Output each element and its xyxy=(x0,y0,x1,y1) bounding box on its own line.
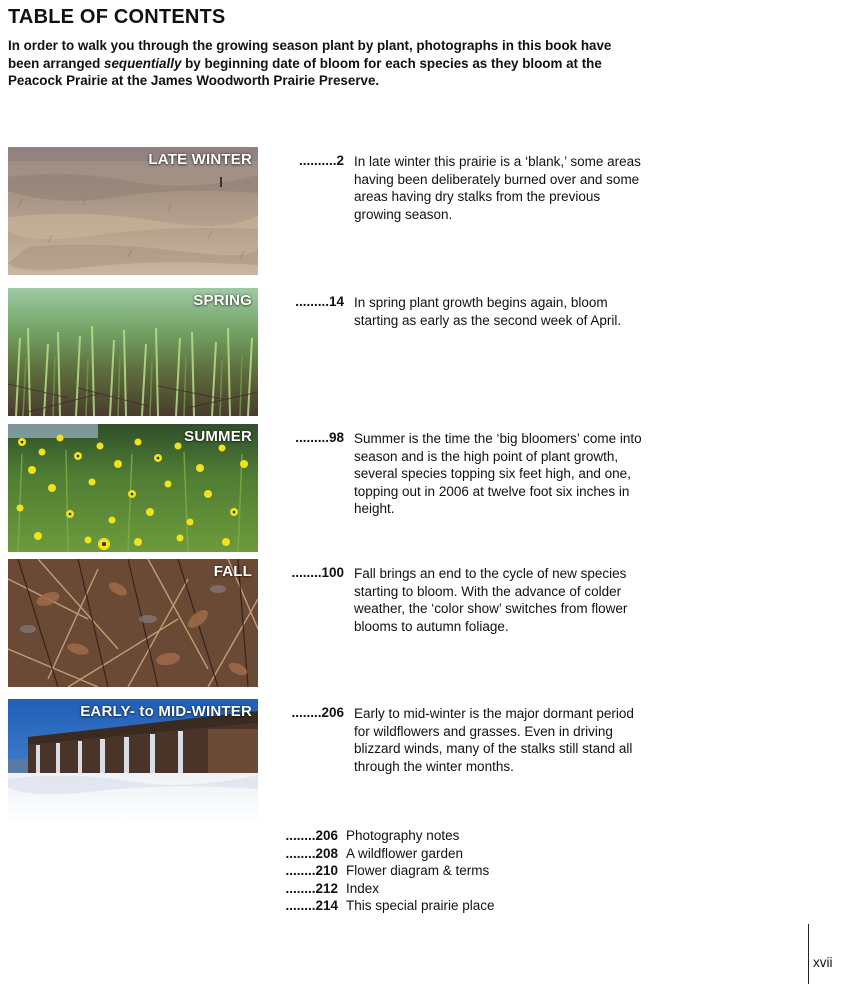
season-entry-fall[interactable] xyxy=(8,559,648,687)
summer-description: Summer is the time the ‘big bloomers’ come into season and is the high point of plant growth, several species topping six feet high, and one, topping out in 2006 at twelve foot six inches in height. xyxy=(354,431,642,516)
toc-entry-index[interactable] xyxy=(256,881,656,898)
intro-text-start: In order to walk you through the growing season plant by plant, photographs in this book have been arranged xyxy=(8,38,612,71)
spring-label: SPRING xyxy=(193,292,252,309)
page-title: TABLE OF CONTENTS xyxy=(8,6,226,28)
toc-entry-flower-diagram[interactable] xyxy=(256,863,656,880)
fall-label: FALL xyxy=(213,563,252,580)
season-entry-late-winter[interactable] xyxy=(8,147,648,275)
spring-description: In spring plant growth begins again, bloom starting as early as the second week of April. xyxy=(354,295,622,328)
late-winter-page-number: ..........2 xyxy=(298,153,344,168)
toc-page-number: ........206 xyxy=(285,828,338,843)
page-number-rule xyxy=(808,924,809,984)
toc-entry-title: Flower diagram & terms xyxy=(346,863,490,878)
toc-page-number: ........208 xyxy=(285,846,338,861)
fall-photo xyxy=(8,559,258,687)
fall-page-number: ........100 xyxy=(291,565,344,580)
toc-page-number: ........212 xyxy=(285,881,338,896)
late-winter-label: LATE WINTER xyxy=(148,151,252,168)
season-entry-early-to-mid-winter[interactable] xyxy=(8,699,648,827)
intro-text-end: by beginning date of bloom for each species as they bloom at the Peacock Prairie at the James Woodworth Prairie Preserve. xyxy=(8,55,602,88)
season-entry-spring[interactable] xyxy=(8,288,648,416)
toc-entry-photography-notes[interactable] xyxy=(256,828,656,845)
toc-entry-title: A wildflower garden xyxy=(346,846,464,861)
late-winter-photo xyxy=(8,147,258,275)
intro-paragraph xyxy=(8,37,628,90)
toc-entry-title: This special prairie place xyxy=(346,898,495,913)
season-entry-summer[interactable] xyxy=(8,424,648,552)
spring-photo xyxy=(8,288,258,416)
toc-page-number: ........210 xyxy=(285,863,338,878)
early-mid-winter-page-number: ........206 xyxy=(291,705,344,720)
late-winter-description: In late winter this prairie is a ‘blank,’ some areas having been deliberately burned over and some areas having dry stalks from the previous growing season. xyxy=(354,154,641,222)
summer-page-number: .........98 xyxy=(295,430,344,445)
early-mid-winter-photo xyxy=(8,699,258,827)
fall-description: Fall brings an end to the cycle of new species starting to bloom. With the advance of colder weather, the ‘color show’ switches from flower blooms to autumn foliage. xyxy=(354,566,628,634)
summer-photo xyxy=(8,424,258,552)
toc-entry-title: Index xyxy=(346,881,380,896)
early-mid-winter-label: EARLY- to MID-WINTER xyxy=(80,703,252,720)
toc-entry-special-prairie-place[interactable] xyxy=(256,898,656,915)
early-mid-winter-description: Early to mid-winter is the major dormant period for wildflowers and grasses. Even in driving blizzard winds, many of the stalks still stand all through the winter months. xyxy=(354,706,634,774)
page-number: xvii xyxy=(813,955,833,970)
toc-entry-wildflower-garden[interactable] xyxy=(256,846,656,863)
intro-emphasis: sequentially xyxy=(104,55,182,71)
toc-page-number: ........214 xyxy=(285,898,338,913)
toc-entry-title: Photography notes xyxy=(346,828,460,843)
summer-label: SUMMER xyxy=(184,428,252,445)
spring-page-number: .........14 xyxy=(295,294,344,309)
